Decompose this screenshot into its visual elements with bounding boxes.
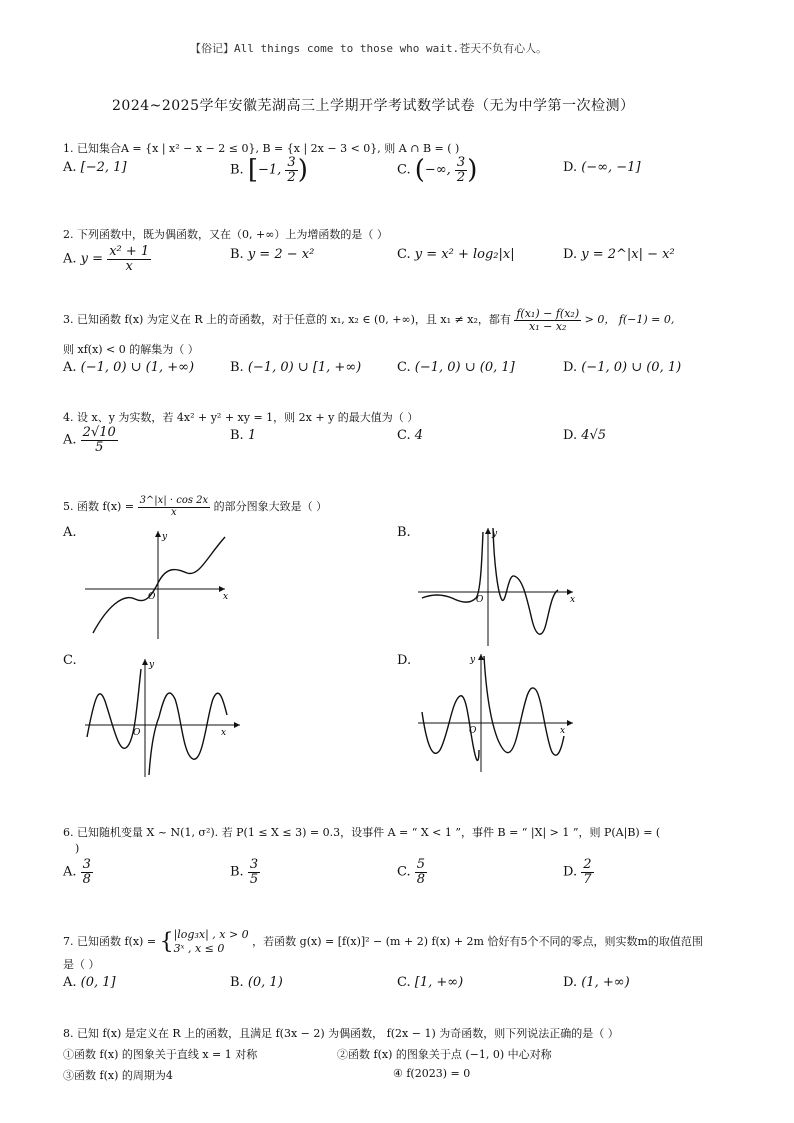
question-6-stem: 6. 已知随机变量 X ~ N(1, σ²). 若 P(1 ≤ X ≤ 3) = 0.3，设事件 A = “ X < 1 ”，事件 B = “ |X| > 1 ”，则 P(A|B) = ( xyxy=(63,826,661,839)
q1-option-a[interactable]: A. [−2, 1] xyxy=(63,160,127,175)
question-7-stem: 7. 已知函数 f(x) = { |log₃x| , x > 0 3ˣ , x ≤ 0 ，若函数 g(x) = [f(x)]² − (m + 2) f(x) + 2m 恰好有5个不同的零点，则实数m的取值范围 xyxy=(63,928,703,955)
question-1-stem: 1. 已知集合A = {x | x² − x − 2 ≤ 0}, B = {x | 2x − 3 < 0}, 则 A ∩ B = ( ) xyxy=(63,142,460,155)
q1-option-c[interactable]: C. (−∞, $\frac{3}{2}$ ) xyxy=(397,154,478,185)
graph-a xyxy=(85,527,235,642)
q7-option-c[interactable]: C. [1, +∞) xyxy=(397,975,464,990)
graph-a-y-label: y xyxy=(162,532,168,542)
graph-b-x-label: x xyxy=(570,595,576,605)
q6-option-d[interactable]: D. $\frac{2}{7}$ xyxy=(563,857,592,887)
graph-d-x-arrow xyxy=(567,720,573,726)
q2-option-b[interactable]: B. y = 2 − x² xyxy=(230,247,315,262)
graph-c-origin-label: O xyxy=(133,728,141,738)
question-7-stem-cont: 是（ ） xyxy=(63,958,100,971)
graph-a-origin-label: O xyxy=(148,592,156,602)
graph-b-origin-label: O xyxy=(476,595,484,605)
question-4-stem: 4. 设 x、y 为实数，若 4x² + y² + xy = 1，则 2x + y 的最大值为（ ） xyxy=(63,411,419,424)
q8-item-1: ①函数 f(x) 的图象关于直线 x = 1 对称 xyxy=(63,1048,258,1061)
q7-option-a[interactable]: A. (0, 1] xyxy=(63,975,116,990)
q7-option-b[interactable]: B. (0, 1) xyxy=(230,975,283,990)
graph-c xyxy=(85,655,245,780)
q8-item-2: ②函数 f(x) 的图象关于点 (−1, 0) 中心对称 xyxy=(337,1048,552,1061)
page-header: 【俗记】All things come to those who wait.苍天不负有心人。 xyxy=(190,42,548,55)
graph-d-y-label: y xyxy=(470,655,476,665)
q6-option-b[interactable]: B. $\frac{3}{5}$ xyxy=(230,857,259,887)
question-2-stem: 2. 下列函数中，既为偶函数，又在（0, +∞）上为增函数的是（ ） xyxy=(63,228,388,241)
graph-a-y-arrow xyxy=(155,531,161,537)
q5-option-a[interactable]: A. xyxy=(63,525,77,540)
graph-d-x-label: x xyxy=(560,726,566,736)
q5-option-d[interactable]: D. xyxy=(397,653,412,668)
graph-b-y-arrow xyxy=(485,528,491,534)
q8-item-3: ③函数 f(x) 的周期为4 xyxy=(63,1069,173,1082)
graph-c-y-label: y xyxy=(149,660,155,670)
q8-item-4: ④ f(2023) = 0 xyxy=(393,1067,471,1080)
q3-option-a[interactable]: A. (−1, 0) ∪ (1, +∞) xyxy=(63,360,195,375)
q2-option-c[interactable]: C. y = x² + log₂|x| xyxy=(397,247,515,262)
question-3-stem: 3. 已知函数 f(x) 为定义在 R 上的奇函数，对于任意的 x₁, x₂ ∈ (0, +∞)，且 x₁ ≠ x₂，都有 $\frac{\text{f(x₁) − f(x₂)}}{\text{x₁ − x₂}}$ > 0， f(−1) = 0, xyxy=(63,307,675,333)
q4-option-b[interactable]: B. 1 xyxy=(230,428,257,443)
graph-c-y-arrow xyxy=(142,659,148,665)
question-8-stem: 8. 已知 f(x) 是定义在 R 上的函数，且满足 f(3x − 2) 为偶函数， f(2x − 1) 为奇函数，则下列说法正确的是（ ） xyxy=(63,1027,619,1040)
q6-option-a[interactable]: A. $\frac{3}{8}$ xyxy=(63,857,91,887)
page-title: 2024~2025学年安徽芜湖高三上学期开学考试数学试卷（无为中学第一次检测） xyxy=(112,98,635,114)
q1-option-d[interactable]: D. (−∞, −1] xyxy=(563,160,641,175)
q5-option-c[interactable]: C. xyxy=(63,653,77,668)
question-5-stem: 5. 函数 f(x) = $\frac{3\^{}|x| \cdot \cos 2x}{x}$ 的部分图象大致是（ ） xyxy=(63,495,328,518)
graph-b xyxy=(418,524,578,649)
q2-option-d[interactable]: D. y = 2^|x| − x² xyxy=(563,247,675,262)
graph-d-curve-right xyxy=(484,656,564,755)
graph-a-x-label: x xyxy=(223,592,229,602)
q6-option-c[interactable]: C. $\frac{5}{8}$ xyxy=(397,857,426,887)
graph-d-curve-left xyxy=(422,696,479,761)
question-6-stem-cont: ) xyxy=(75,842,80,855)
graph-c-curve-right xyxy=(149,693,227,775)
q4-option-d[interactable]: D. 4√5 xyxy=(563,428,607,443)
question-3-stem-cont: 则 xf(x) < 0 的解集为（ ） xyxy=(63,343,199,356)
q7-option-d[interactable]: D. (1, +∞) xyxy=(563,975,630,990)
graph-c-x-label: x xyxy=(221,728,227,738)
graph-a-curve xyxy=(93,537,225,633)
q2-option-a[interactable]: A. y = $\frac{\text{x² + 1}}{x}$ xyxy=(63,244,150,274)
graph-d-y-arrow xyxy=(478,654,484,660)
graph-b-y-label: y xyxy=(492,529,498,539)
q4-option-c[interactable]: C. 4 xyxy=(397,428,424,443)
graph-c-x-arrow xyxy=(234,722,240,728)
graph-b-curve-right xyxy=(493,528,558,634)
q3-option-c[interactable]: C. (−1, 0) ∪ (0, 1] xyxy=(397,360,515,375)
q3-option-b[interactable]: B. (−1, 0) ∪ [1, +∞) xyxy=(230,360,362,375)
graph-d-origin-label: O xyxy=(469,726,477,736)
q5-option-b[interactable]: B. xyxy=(397,525,411,540)
q4-option-a[interactable]: A. $\frac{2√10}{5}$ xyxy=(63,425,116,455)
graph-d xyxy=(418,650,578,775)
q3-option-d[interactable]: D. (−1, 0) ∪ (0, 1) xyxy=(563,360,682,375)
q1-option-b[interactable]: B. [−1, $\frac{3}{2}$ ) xyxy=(230,154,308,185)
